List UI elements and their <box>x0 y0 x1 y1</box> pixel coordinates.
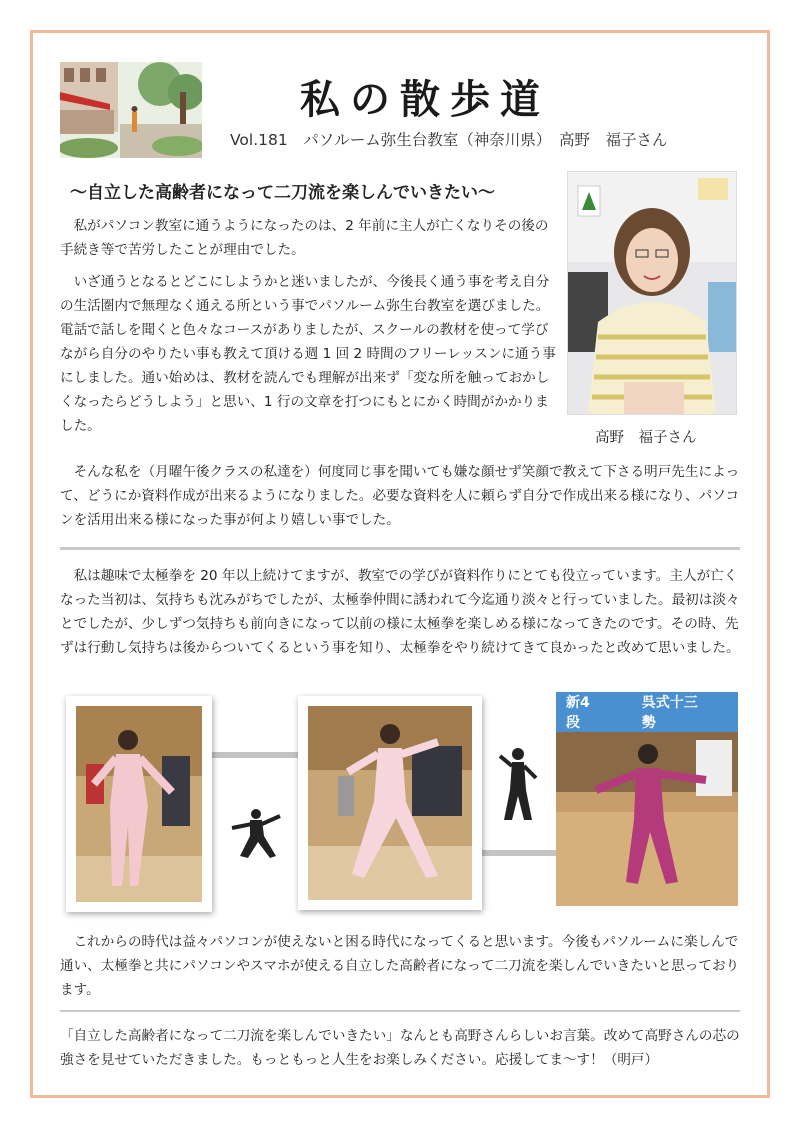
article-subtitle: ～自立した高齢者になって二刀流を楽しんでいきたい～ <box>70 183 495 203</box>
divider <box>60 1010 740 1012</box>
portrait-photo <box>568 172 736 414</box>
taichi-silhouette <box>498 746 538 826</box>
taichi-photo-1 <box>66 696 212 912</box>
street-illustration <box>60 62 202 158</box>
paragraph-2: いざ通うとなるとどこにしようかと迷いましたが、今後長く通う事を考え自分の生活圏内で無理なく通える所という事でパソルーム弥生台教室を選びました。電話で話しを聞くと色々なコースがありましたが、スクールの教材を使って学びながら自分のやりたい事も教えて頂ける週 1 回 2 時間のフリーレッスンに通う事にしました。通い始めは、教材を読んでも理解が出来ず「変な所を触っておかしくなったらどうしよう」と思い、1 行の文章を打つにもとにかく時間がかかりました。 <box>60 274 556 434</box>
taichi-photo-2 <box>298 696 482 910</box>
rank-label: 新4段 <box>566 695 590 731</box>
form-label: 呉式十三勢 <box>641 695 698 731</box>
photo-connector <box>212 752 302 758</box>
taichi-photo-3 <box>556 692 738 906</box>
paragraph-1: 私がパソコン教室に通うようになったのは、2 年前に主人が亡くなりその後の手続き等で苦労したことが理由でした。 <box>60 218 549 258</box>
editor-comment: 「自立した高齢者になって二刀流を楽しんでいきたい」なんとも高野さんらしいお言葉。改めて高野さんの芯の強さを見せていただきました。もっともっと人生をお楽しみください。応援してま～す！（明戸） <box>60 1028 740 1068</box>
paragraph-4: 私は趣味で太極拳を 20 年以上続けてますが、教室での学びが資料作りにとても役立っています。主人が亡くなった当初は、気持ちも沈みがちでしたが、太極拳仲間に誘われて今迄通り淡々と行っていました。最初は淡々とでしたが、少しずつ気持ちも前向きになって以前の様に太極拳を楽しめる様になってきたのです。その時、先ずは行動し気持ちは後からついてくるという事を知り、太極拳をやり続けてきて良かったと改めて思いました。 <box>60 568 740 656</box>
portrait-caption: 高野 福子さん <box>595 430 697 446</box>
taichi-silhouette <box>226 806 284 868</box>
paragraph-3: そんな私を（月曜午後クラスの私達を）何度同じ事を聞いても嫌な顔せず笑顔で教えて下さる明戸先生によって、どうにか資料作成が出来るようになりました。必要な資料を人に頼らず自分で作成出来る様になり、パソコンを活用出来る様になった事が何より嬉しい事でした。 <box>60 464 740 528</box>
divider <box>60 547 740 550</box>
issue-info: Vol.181 パソルーム弥生台教室（神奈川県） 高野 福子さん <box>230 131 668 149</box>
page-title: 私の散歩道 <box>300 76 550 123</box>
paragraph-5: これからの時代は益々パソコンが使えないと困る時代になってくると思います。今後もパソルームに楽しんで通い、太極拳と共にパソコンやスマホが使える自立した高齢者になって二刀流を楽しんでいきたいと思っております。 <box>60 934 740 998</box>
photo-label <box>556 692 738 732</box>
photo-connector <box>482 850 560 856</box>
